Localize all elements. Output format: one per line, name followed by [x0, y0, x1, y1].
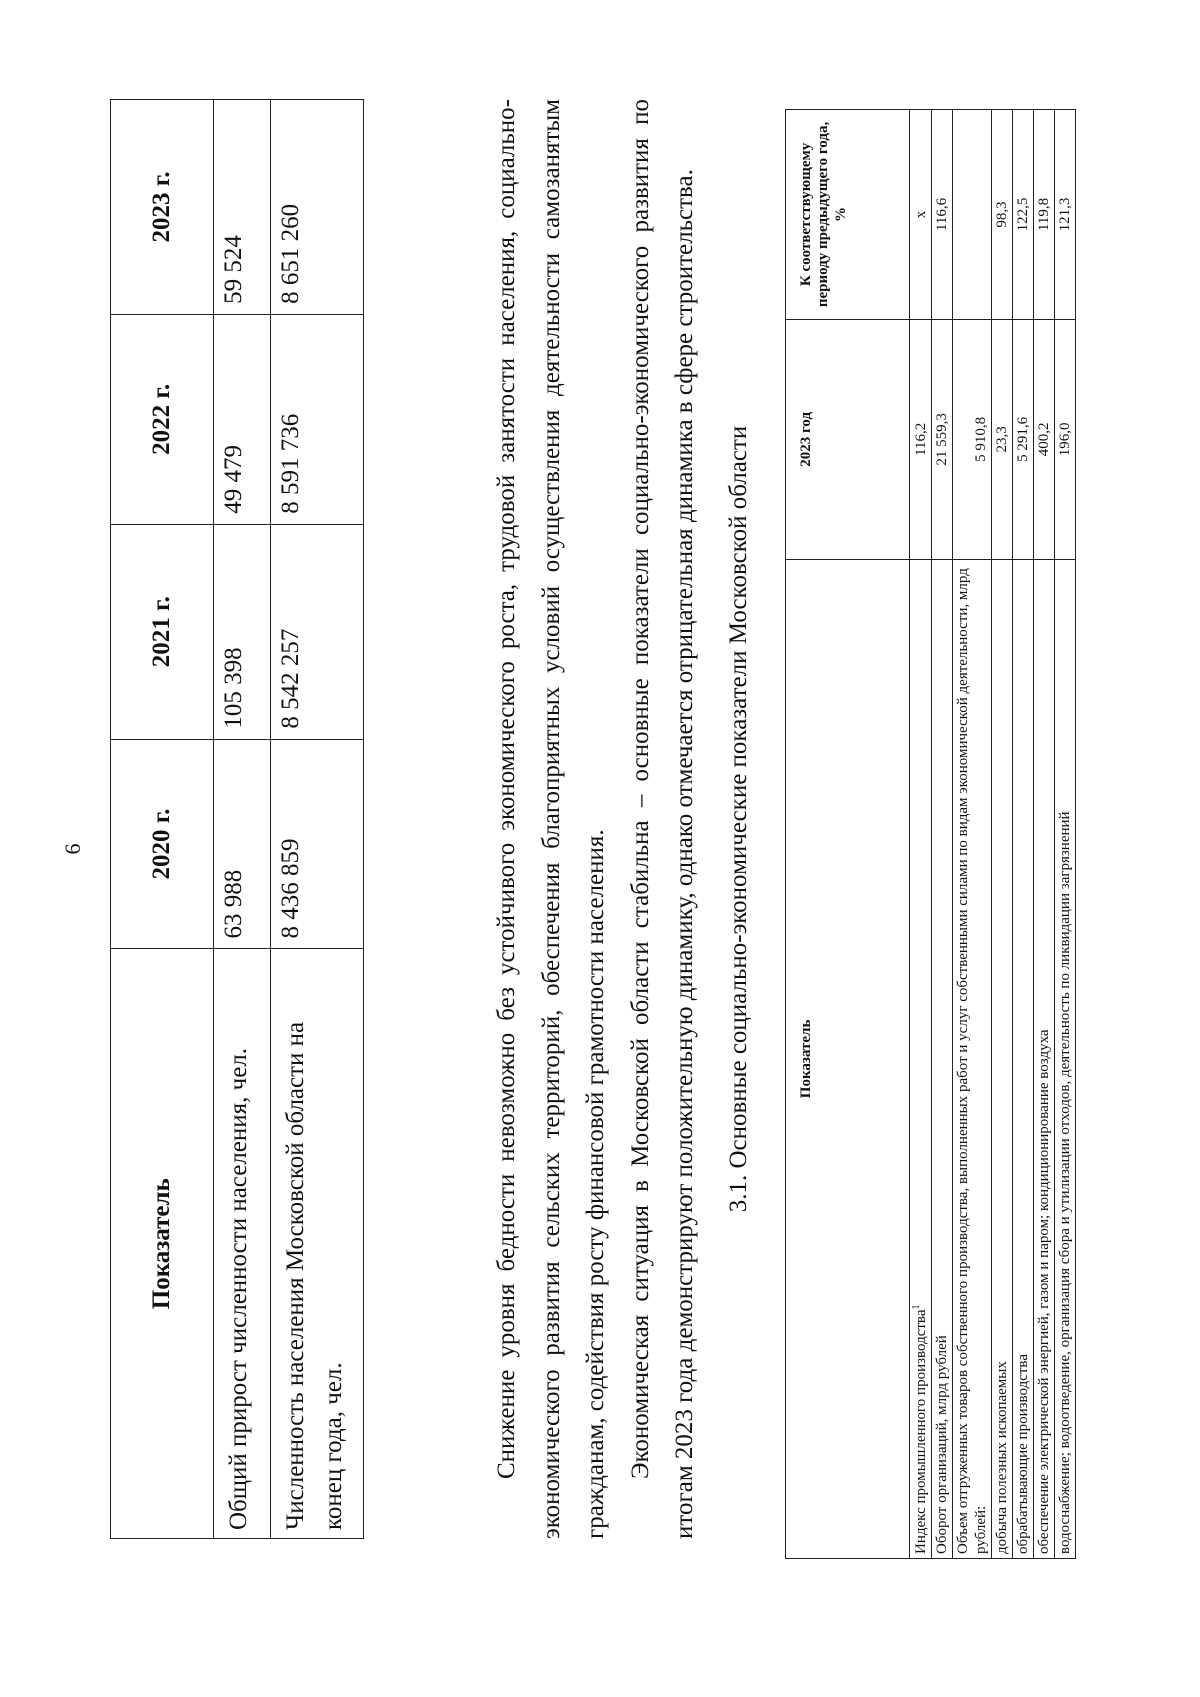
header-percent-prev-year: К соответствующему периоду предыдущего года, % [786, 109, 910, 319]
cell-pct: 116,6 [932, 109, 953, 319]
cell-value: 5 910,8 [953, 319, 992, 559]
cell-value: 59 524 [214, 99, 271, 314]
cell-value: 23,3 [992, 319, 1013, 559]
population-table [110, 99, 364, 1539]
table-header-row [786, 109, 910, 1558]
row-label: обрабатывающие производства [1013, 559, 1034, 1558]
cell-pct: 121,3 [1055, 109, 1076, 319]
cell-value: 21 559,3 [932, 319, 953, 559]
cell-value: 49 479 [214, 314, 271, 524]
header-2022: 2022 г. [111, 314, 214, 524]
body-text [485, 99, 708, 1539]
row-label: Численность населения Московской области на конец года, чел. [271, 948, 364, 1538]
cell-pct: 122,5 [1013, 109, 1034, 319]
row-label: добыча полезных ископаемых [992, 559, 1013, 1558]
table-row [214, 99, 271, 1538]
cell-pct [953, 109, 992, 319]
table-row [953, 109, 992, 1558]
paragraph: Экономическая ситуация в Московской области стабильна – основные показатели социально-экономического развития по итогам 2023 года демонстрируют положительную динамику, однако отмечается отрицательная динамика в сфере строительства. [626, 98, 698, 1539]
cell-value: 63 988 [214, 739, 271, 949]
cell-value: 8 591 736 [271, 314, 364, 524]
indicators-table [785, 109, 1076, 1559]
table-row [910, 109, 932, 1558]
cell-pct: 119,8 [1034, 109, 1055, 319]
header-2020: 2020 г. [111, 739, 214, 949]
cell-value: 196,0 [1055, 319, 1076, 559]
header-2023-year: 2023 год [786, 319, 910, 559]
header-2021: 2021 г. [111, 524, 214, 739]
paragraph: Снижение уровня бедности невозможно без устойчивого экономического роста, трудовой занятости населения, социально-экономического развития сельских территорий, обеспечения благоприятных условий осуществления деятельности самозанятым гражданам, содействия росту финансовой грамотности населения. [493, 98, 609, 1539]
table-row [932, 109, 953, 1558]
cell-pct: 98,3 [992, 109, 1013, 319]
row-label: водоснабжение; водоотведение, организация сбора и утилизации отходов, деятельность по ликвидации загрязнений [1055, 559, 1076, 1558]
cell-value: 5 291,6 [1013, 319, 1034, 559]
row-label: Объем отгруженных товаров собственного производства, выполненных работ и услуг собственными силами по видам экономической деятельности, млрд рублей: [953, 559, 992, 1558]
cell-value: 8 542 257 [271, 524, 364, 739]
table-row [992, 109, 1013, 1558]
row-label: обеспечение электрической энергией, газом и паром; кондиционирование воздуха [1034, 559, 1055, 1558]
table-title: 3.1. Основные социально-экономические показатели Московской области [725, 425, 752, 1212]
header-2023: 2023 г. [111, 99, 214, 314]
cell-pct: х [910, 109, 932, 319]
row-label-text: Индекс промышленного производства [913, 1309, 929, 1554]
row-label [910, 559, 932, 1558]
cell-value: 105 398 [214, 524, 271, 739]
table-row [1013, 109, 1034, 1558]
rotated-page [60, 29, 1140, 1669]
table-row [1034, 109, 1055, 1558]
header-indicator: Показатель [786, 559, 910, 1558]
row-label: Общий прирост численности населения, чел. [214, 948, 271, 1538]
table-header-row [111, 99, 214, 1538]
table-row [271, 99, 364, 1538]
page-number: 6 [60, 843, 85, 854]
cell-value: 116,2 [910, 319, 932, 559]
row-label: Оборот организаций, млрд рублей [932, 559, 953, 1558]
table-row [1055, 109, 1076, 1558]
cell-value: 400,2 [1034, 319, 1055, 559]
header-indicator: Показатель [111, 948, 214, 1538]
cell-value: 8 651 260 [271, 99, 364, 314]
cell-value: 8 436 859 [271, 739, 364, 949]
footnote-mark: 1 [911, 1304, 922, 1310]
